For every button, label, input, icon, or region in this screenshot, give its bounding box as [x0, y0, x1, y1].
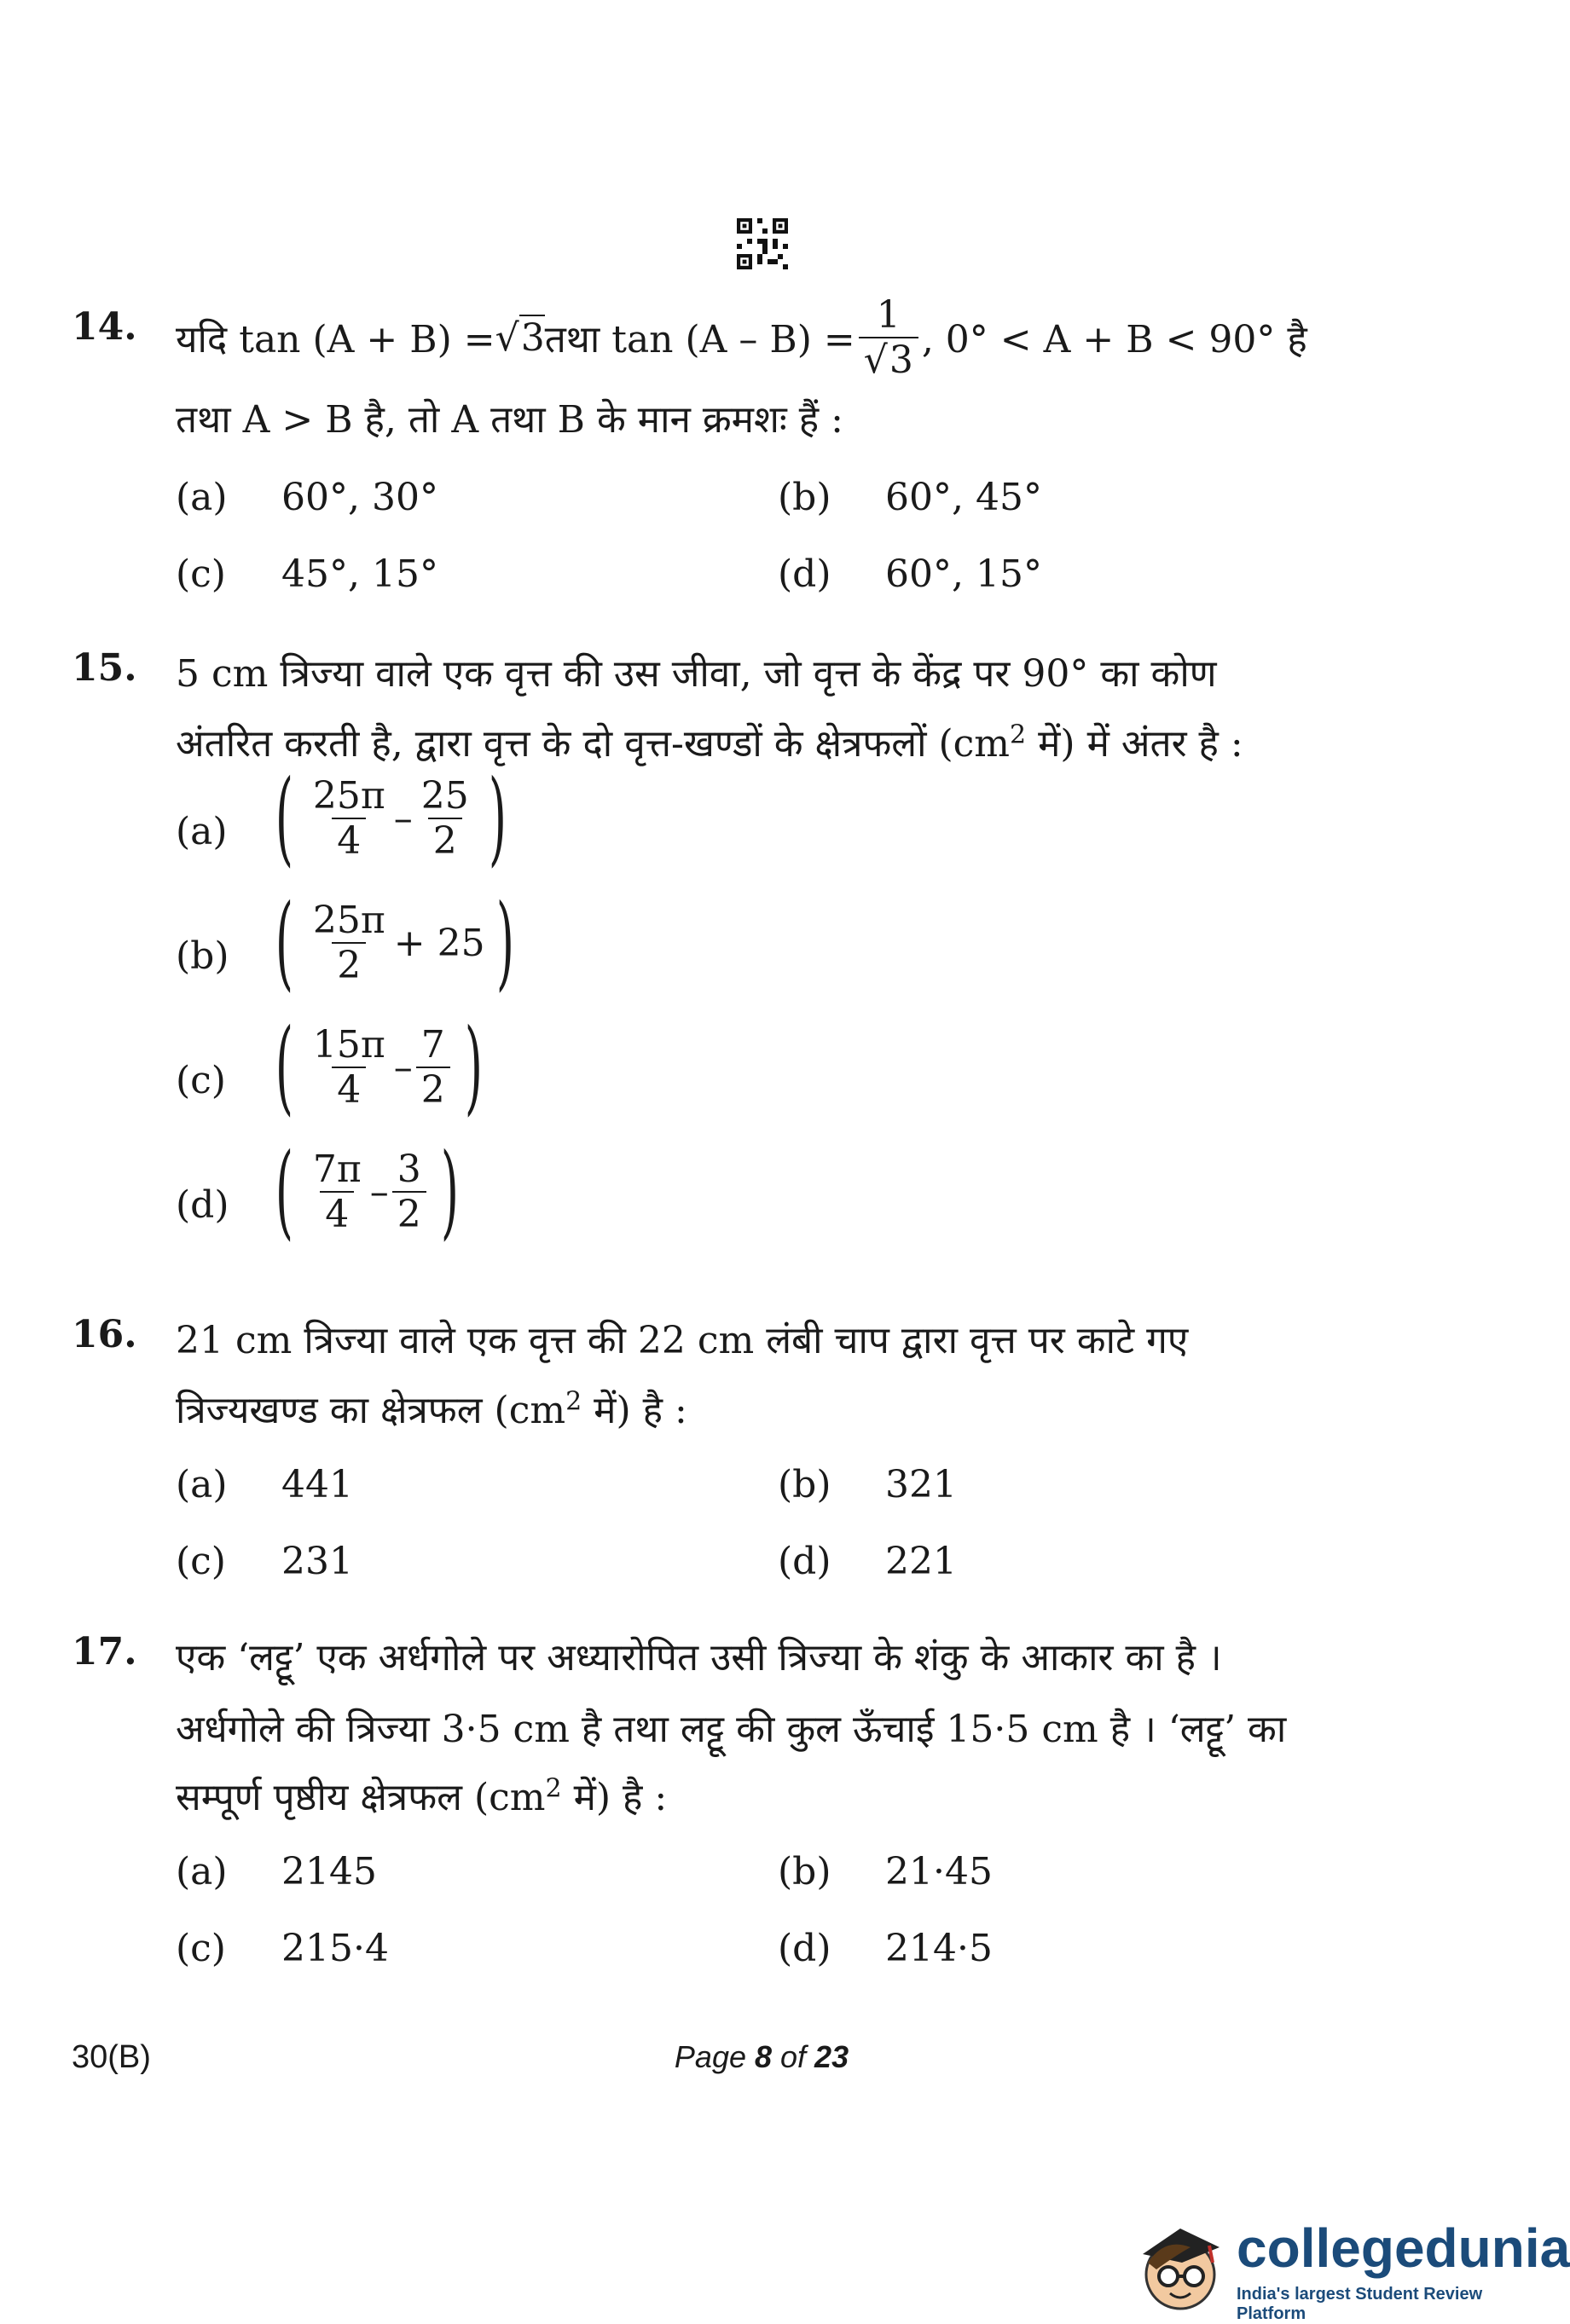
q16-option-b-label: (b) — [778, 1463, 831, 1506]
q15-option-d-value: ( $\frac{7\pi}{4}$ – $\frac{3}{2}$ ) — [275, 1132, 459, 1251]
q16-option-c-label: (c) — [176, 1540, 226, 1583]
q14-option-a-label: (a) — [176, 476, 228, 519]
q14-option-d-label: (d) — [778, 552, 831, 596]
fraction-one-over-root3: $\frac{1}{√3}$ — [859, 293, 918, 382]
question-15-line-2: अंतरित करती है, द्वारा वृत्त के दो वृत्त-खण्डों के क्षेत्रफलों ($cm^2$ में) में अंतर है : — [176, 720, 1243, 766]
brand-tagline: India's largest Student Review Platform — [1237, 2285, 1483, 2323]
question-15-line-1: 5 cm त्रिज्या वाले एक वृत्त की उस जीवा, जो वृत्त के केंद्र पर 90° का कोण — [176, 652, 1217, 696]
q16-option-c-value: 231 — [281, 1540, 353, 1583]
q14-option-a-value: 60°, 30° — [281, 476, 438, 519]
q15-option-c-value: ( $\frac{15\pi}{4}$ – $\frac{7}{2}$ ) — [275, 1008, 483, 1126]
q14-option-d-value: 60°, 15° — [885, 552, 1042, 596]
question-17-number: 17. — [72, 1630, 137, 1674]
q17-option-a-label: (a) — [176, 1850, 228, 1893]
q17-option-c-label: (c) — [176, 1927, 226, 1970]
question-15-number: 15. — [72, 646, 137, 690]
question-17-line-1: एक ‘लट्टू’ एक अर्धगोले पर अध्यारोपित उसी त्रिज्या के शंकु के आकार का है । — [176, 1636, 1222, 1679]
q16-option-a-label: (a) — [176, 1463, 228, 1506]
sqrt-3: 3 — [520, 315, 545, 360]
question-16-line-2: त्रिज्यखण्ड का क्षेत्रफल ($cm^2$ में) है : — [176, 1386, 687, 1432]
q17-option-d-value: 214·5 — [885, 1927, 993, 1970]
q17-option-a-value: 2145 — [281, 1850, 377, 1893]
q15-option-a-value: ( $\frac{25\pi}{4}$ – $\frac{25}{2}$ ) — [275, 759, 507, 877]
q15-option-c-label: (c) — [176, 1059, 226, 1102]
qr-code-icon — [737, 218, 788, 269]
q17-option-b-value: 21·45 — [885, 1850, 993, 1893]
q15-option-a-label: (a) — [176, 810, 228, 853]
mascot-logo-icon — [1131, 2203, 1233, 2319]
q15-option-b-value: ( $\frac{25\pi}{2}$ + 25 ) — [275, 883, 514, 1002]
q16-option-d-value: 221 — [885, 1540, 957, 1583]
page-number: Page 8 of 23 — [674, 2039, 849, 2074]
question-14-line-1: यदि tan (A + B) = √3 तथा tan (A – B) = $\frac{1}{√3}$ , 0° < A + B < 90° है — [176, 293, 1307, 382]
question-16-line-1: 21 cm त्रिज्या वाले एक वृत्त की 22 cm लंबी चाप द्वारा वृत्त पर काटे गए — [176, 1319, 1189, 1362]
question-16-number: 16. — [72, 1313, 137, 1356]
brand-name: collegedunia — [1237, 2217, 1570, 2279]
q16-option-b-value: 321 — [885, 1463, 957, 1506]
q15-option-d-label: (d) — [176, 1183, 229, 1227]
paper-code: 30(B) — [72, 2039, 151, 2075]
question-17-line-2: अर्धगोले की त्रिज्या 3·5 cm है तथा लट्टू की कुल ऊँचाई 15·5 cm है । ‘लट्टू’ का — [176, 1708, 1287, 1751]
q16-option-d-label: (d) — [778, 1540, 831, 1583]
question-14-line-2: तथा A > B है, तो A तथा B के मान क्रमशः हैं : — [176, 398, 843, 442]
q14-option-b-value: 60°, 45° — [885, 476, 1042, 519]
q17-option-b-label: (b) — [778, 1850, 831, 1893]
q14-option-c-label: (c) — [176, 552, 226, 596]
q16-option-a-value: 441 — [281, 1463, 353, 1506]
q17-option-c-value: 215·4 — [281, 1927, 389, 1970]
question-14-number: 14. — [72, 305, 137, 349]
q14-option-b-label: (b) — [778, 476, 831, 519]
q17-option-d-label: (d) — [778, 1927, 831, 1970]
question-17-line-3: सम्पूर्ण पृष्ठीय क्षेत्रफल ($cm^2$ में) है : — [176, 1773, 668, 1819]
q15-option-b-label: (b) — [176, 934, 229, 978]
q14-option-c-value: 45°, 15° — [281, 552, 438, 596]
